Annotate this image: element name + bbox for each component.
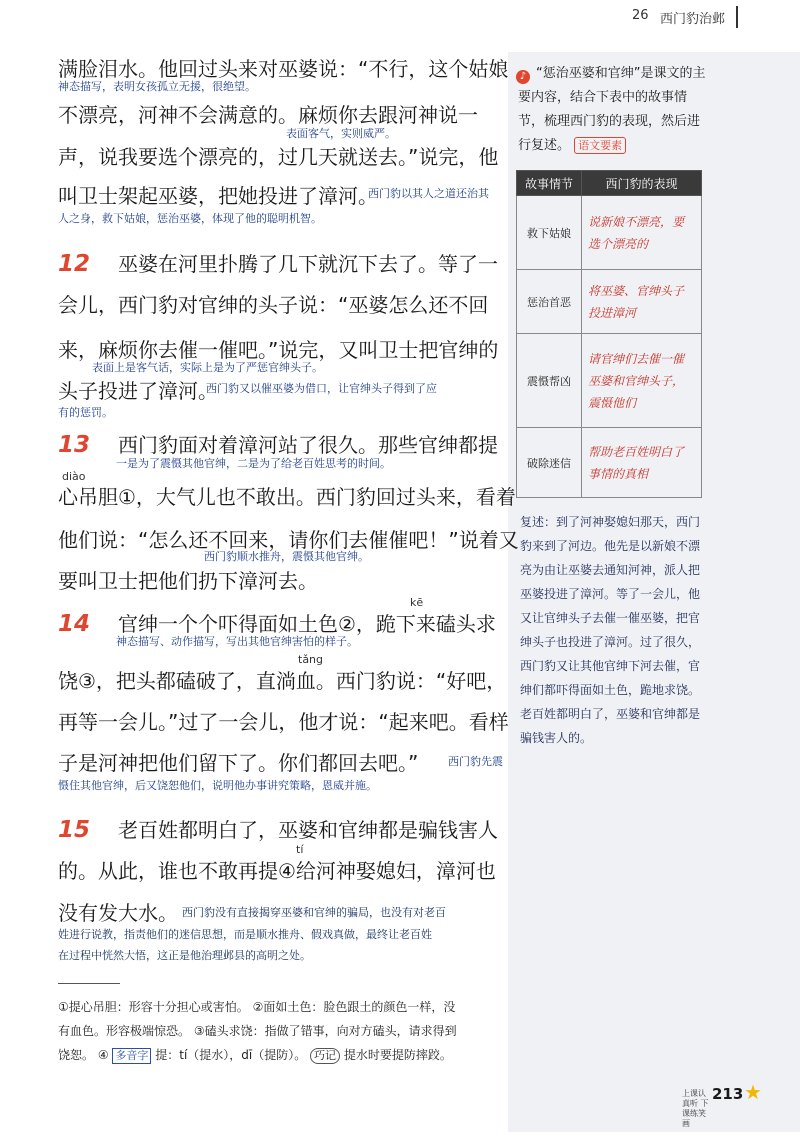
footnote-text: 提水时要提防摔跤。 — [343, 1048, 452, 1062]
yuwen-yaosu-tag: 语文要素 — [574, 137, 626, 154]
paragraph-number: 15 — [58, 817, 91, 843]
pinyin-ti: tí — [296, 843, 304, 856]
table-cell-performance: 帮助老百姓明白了事情的真相 — [582, 428, 702, 498]
table-cell-plot: 震慑帮凶 — [517, 334, 582, 428]
pinyin-diao: diào — [62, 470, 86, 483]
annotation: 在过程中恍然大悟，这正是他治理邺县的高明之处。 — [58, 949, 311, 962]
table-cell-plot: 惩治首恶 — [517, 270, 582, 334]
text-line: 满脸泪水。他回过头来对巫婆说：“不行，这个姑娘 — [58, 57, 509, 81]
annotation: 西门豹以其人之道还治其 — [368, 187, 489, 200]
annotation: 有的惩罚。 — [58, 406, 113, 419]
lesson-title: 西门豹治邺 — [660, 12, 726, 27]
paragraph-number: 12 — [58, 251, 91, 277]
table-cell-performance: 请官绅们去催一催巫婆和官绅头子，震慑他们 — [582, 334, 702, 428]
footnote-text: 饶恕。 ④ — [58, 1048, 109, 1062]
annotation: 西门豹又以催巫婆为借口，让官绅头子得到了应 — [206, 382, 437, 395]
annotation: 一是为了震慑其他官绅，二是为了给老百姓思考的时间。 — [116, 457, 391, 470]
star-icon: ★ — [744, 1080, 762, 1104]
text-line: 没有发大水。 — [58, 901, 178, 925]
text-line: 再等一会儿。”过了一会儿，他才说：“起来吧。看样 — [58, 710, 509, 734]
pinyin-ke: kē — [410, 596, 424, 609]
footnote-line — [58, 1044, 498, 1066]
text-line: 饶③，把头都磕破了，直淌血。西门豹说：“好吧， — [58, 669, 507, 693]
footnote-line: 有血色。形容极端惊恐。 ③磕头求饶：指做了错事，向对方磕头，请求得到 — [58, 1024, 457, 1038]
table-header-performance: 西门豹的表现 — [582, 171, 702, 196]
pinyin-tang: tǎng — [298, 653, 324, 666]
text-line: 的。从此，谁也不敢再提④给河神娶媳妇，漳河也 — [58, 859, 496, 883]
table-cell-plot: 破除迷信 — [517, 428, 582, 498]
table-cell-performance: 将巫婆、官绅头子投进漳河 — [582, 270, 702, 334]
annotation: 西门豹没有直接揭穿巫婆和官绅的骗局，也没有对老百 — [182, 906, 446, 919]
text-line: 他们说：“怎么还不回来，请你们去催催吧！”说着又 — [58, 528, 519, 552]
mnemonic-tag: 巧记 — [310, 1048, 340, 1064]
ear-listen-icon: ♪ — [516, 70, 530, 84]
annotation: 神态描写、动作描写，写出其他官绅害怕的样子。 — [116, 635, 358, 648]
table-row — [517, 334, 702, 428]
annotation: 人之身，救下姑娘，惩治巫婆，体现了他的聪明机智。 — [58, 212, 322, 225]
text-line: 心吊胆①，大气儿也不敢出。西门豹回过头来，看着 — [58, 485, 516, 509]
footnote-line: ①提心吊胆：形容十分担心或害怕。 ②面如土色：脸色跟土的颜色一样，没 — [58, 1000, 456, 1014]
text-line: 西门豹面对着漳河站了很久。那些官绅都提 — [118, 433, 498, 457]
header-divider — [736, 6, 738, 28]
sidebar-intro — [518, 62, 708, 158]
table-header-plot: 故事情节 — [517, 171, 582, 196]
table-row — [517, 428, 702, 498]
text-line: 老百姓都明白了，巫婆和官绅都是骗钱害人 — [118, 818, 498, 842]
annotation: 姓进行说教，指责他们的迷信思想，而是顺水推舟、假戏真做，最终让老百姓 — [58, 928, 432, 941]
footnote-text: 提：tí（提水），dī（提防）。 — [155, 1048, 307, 1062]
table-cell-plot: 救下姑娘 — [517, 196, 582, 270]
annotation: 表面上是客气话，实际上是为了严惩官绅头子。 — [92, 361, 323, 374]
text-line: 子是河神把他们留下了。你们都回去吧。” — [58, 751, 419, 775]
text-line: 不漂亮，河神不会满意的。麻烦你去跟河神说一 — [58, 103, 478, 127]
brand-slogan: 上课认真听 下课练笑画 — [682, 1089, 709, 1128]
annotation: 西门豹先震 — [448, 755, 503, 768]
table-header-row — [517, 171, 702, 196]
text-line: 会儿，西门豹对官绅的头子说：“巫婆怎么还不回 — [58, 293, 489, 317]
table-cell-performance: 说新娘不漂亮，要选个漂亮的 — [582, 196, 702, 270]
text-line: 声，说我要选个漂亮的，过几天就送去。”说完，他 — [58, 145, 499, 169]
polyphone-tag: 多音字 — [112, 1048, 151, 1064]
page-number: 213 — [712, 1085, 744, 1103]
plot-table — [516, 170, 702, 498]
text-line: 官绅一个个吓得面如土色②，跪下来磕头求 — [118, 612, 496, 636]
annotation: 西门豹顺水推舟，震慑其他官绅。 — [204, 550, 369, 563]
paragraph-number: 13 — [58, 432, 91, 458]
annotation: 神态描写，表明女孩孤立无援，很绝望。 — [58, 80, 256, 93]
text-line: 要叫卫士把他们扔下漳河去。 — [58, 569, 318, 593]
text-line: 叫卫士架起巫婆，把她投进了漳河。 — [58, 184, 378, 208]
retell-text: 复述：到了河神娶媳妇那天，西门豹来到了河边。他先是以新娘不漂亮为由让巫婆去通知河神，派人把巫婆投进了漳河。等了一会儿，他又让官绅头子去催一催巫婆，把官绅头子也投进了漳河。过了很久，西门豹又让其他官绅下河去催，官绅们都吓得面如土色，跪地求饶。老百姓都明白了，巫婆和官绅都是骗钱害人的。 — [520, 515, 701, 745]
table-row — [517, 196, 702, 270]
annotation: 慑住其他官绅，后又饶恕他们，说明他办事讲究策略，恩威并施。 — [58, 779, 377, 792]
paragraph-number: 14 — [58, 611, 91, 637]
text-line: 头子投进了漳河。 — [58, 379, 218, 403]
lesson-number: 26 — [632, 8, 649, 23]
sidebar-intro-text: “惩治巫婆和官绅”是课文的主要内容，结合下表中的故事情节，梳理西门豹的表现，然后进行复述。 — [518, 66, 706, 153]
text-line: 巫婆在河里扑腾了几下就沉下去了。等了一 — [118, 252, 498, 276]
footnote-divider — [58, 983, 120, 984]
annotation: 表面客气，实则威严。 — [286, 127, 396, 140]
table-row — [517, 270, 702, 334]
text-line: 来，麻烦你去催一催吧。”说完，又叫卫士把官绅的 — [58, 338, 499, 362]
